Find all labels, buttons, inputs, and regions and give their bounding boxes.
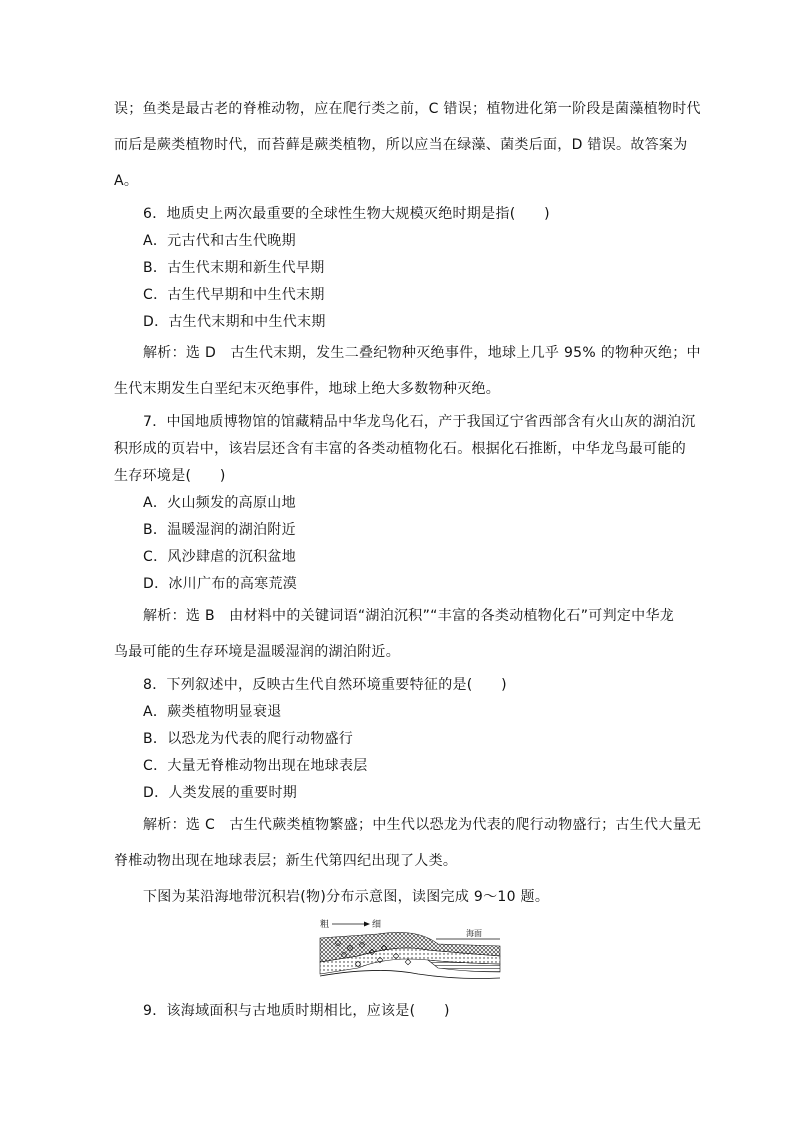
question-7-stem-line-3: 生存环境是( ) [114,468,226,484]
question-6-option-d: D．古生代末期和中生代末期 [143,314,326,330]
question-7-stem-line-1: 7．中国地质博物馆的馆藏精品中华龙鸟化石，产于我国辽宁省西部含有火山灰的湖泊沉 [143,414,696,430]
question-8-option-b: B．以恐龙为代表的爬行动物盛行 [143,731,354,747]
svg-text:细: 细 [372,920,382,930]
question-7-analysis-line-1: 解析：选 B 由材料中的关键词语“湖泊沉积”“丰富的各类动植物化石”可判定中华龙 [143,608,675,624]
label-sea-surface [466,928,482,938]
sediment-distribution-figure [318,916,502,984]
seabed-line [320,970,500,978]
label-fine [372,919,381,930]
question-7-analysis-line-2: 鸟最可能的生存环境是温暖湿润的湖泊附近。 [114,644,400,660]
question-7-option-d: D．冰川广布的高寒荒漠 [143,576,298,592]
question-8-option-a: A．蕨类植物明显衰退 [143,704,282,720]
question-6-option-c: C．古生代早期和中生代末期 [143,287,325,303]
question-8-analysis-line-1: 解析：选 C 古生代蕨类植物繁盛；中生代以恐龙为代表的爬行动物盛行；古生代大量无 [143,817,702,833]
question-9-stem: 9．该海域面积与古地质时期相比，应该是( ) [143,1003,450,1019]
svg-text:海面: 海面 [466,929,482,938]
question-8-stem: 8．下列叙述中，反映古生代自然环境重要特征的是( ) [143,677,507,693]
explanation-5-line-2: 而后是蕨类植物时代，而苔藓是蕨类植物，所以应当在绿藻、菌类后面，D 错误。故答案为 [114,137,688,153]
question-6-analysis-line-2: 生代末期发生白垩纪末灭绝事件，地球上绝大多数物种灭绝。 [114,381,501,397]
question-6-analysis-line-1: 解析：选 D 古生代末期，发生二叠纪物种灭绝事件，地球上几乎 95% 的物种灭绝；中 [143,345,701,361]
question-8-analysis-line-2: 脊椎动物出现在地球表层；新生代第四纪出现了人类。 [114,853,458,869]
question-8-option-d: D．人类发展的重要时期 [143,785,298,801]
question-7-option-a: A．火山频发的高原山地 [143,495,296,511]
svg-text:粗: 粗 [320,920,330,930]
question-6-option-b: B．古生代末期和新生代早期 [143,260,325,276]
question-6-stem: 6．地质史上两次最重要的全球性生物大规模灭绝时期是指( ) [143,206,550,222]
question-7-option-c: C．风沙肆虐的沉积盆地 [143,549,297,565]
intro-questions-9-10: 下图为某沿海地带沉积岩(物)分布示意图，读图完成 9～10 题。 [143,889,550,905]
coarse-to-fine-arrow [332,922,370,927]
question-7-stem-line-2: 积形成的页岩中，该岩层还含有丰富的各类动植物化石。根据化石推断，中华龙鸟最可能的 [114,441,686,457]
question-6-option-a: A．元古代和古生代晚期 [143,233,296,249]
question-8-option-c: C．大量无脊椎动物出现在地球表层 [143,758,368,774]
label-coarse [320,918,329,930]
question-7-option-b: B．温暖湿润的湖泊附近 [143,522,296,538]
explanation-5-line-1: 误；鱼类是最古老的脊椎动物，应在爬行类之前，C 错误；植物进化第一阶段是菌藻植物时代 [114,101,701,117]
explanation-5-line-3: A。 [114,173,139,189]
